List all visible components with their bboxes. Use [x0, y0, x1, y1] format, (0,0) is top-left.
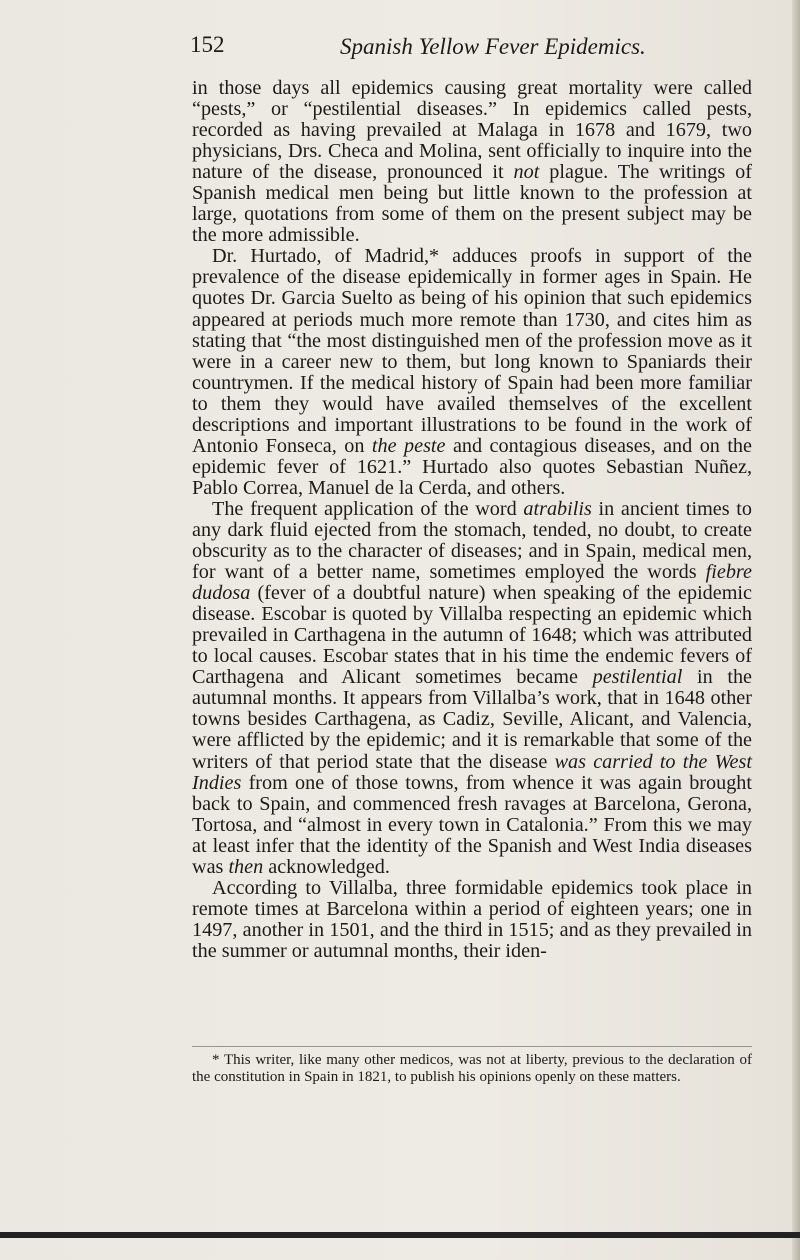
paragraph-text: in the autumnal months. It appears from Villalba’s work, that in 1648 other towns besides Carthagena, as Cadiz, Seville, Alicant, and Valencia, were afflicted by the epidemic; and it is remarkable that some of the writers of that period state that the disease — [192, 666, 752, 773]
paragraph-text: in ancient times to any dark fluid ejected from the stomach, tended, no doubt, to create obscurity as to the character of diseases; and in Spain, medical men, for want of a better name, sometimes employed the words — [192, 497, 752, 584]
footnote: * This writer, like many other medicos, was not at liberty, previous to the declaration of the constitution in Spain in 1821, to publish his opinions openly on these matters. — [192, 1052, 752, 1085]
paragraph-4 — [192, 878, 752, 962]
paragraph-2 — [192, 246, 752, 499]
paragraph-text: plague. The writings of Spanish medical men being but little known to the profession at large, quotations from some of them on the present subject may be the more admissible. — [192, 161, 752, 247]
emphasis-text: then — [228, 855, 264, 878]
paragraph-text: The frequent application of the word — [212, 497, 524, 520]
emphasis-text: fiebre dudosa — [192, 561, 752, 605]
paragraph-text: and contagious diseases, and on the epidemic fever of 1621.” Hurtado also quotes Sebastian Nuñez, Pablo Correa, Manuel de la Cerda, and others. — [192, 434, 752, 499]
running-title: Spanish Yellow Fever Epidemics. — [340, 34, 646, 59]
paragraph-text: acknowledged. — [263, 855, 390, 878]
emphasis-text: atrabilis — [523, 497, 592, 520]
emphasis-text: not — [513, 161, 540, 184]
paragraph-3 — [192, 499, 752, 878]
paragraph-text: Dr. Hurtado, of Madrid,* adduces proofs in support of the prevalence of the disease epidemically in former ages in Spain. He quotes Dr. Garcia Suelto as being of his opinion that such epidemics appeared at periods much more remote than 1730, and cites him as stating that “the most distinguished men of the profession move as it were in a career new to them, but long known to Spaniards their countrymen. If the medical history of Spain had been more familiar to them they would have availed themselves of the excellent descriptions and important illustrations to be found in the work of Antonio Fonseca, on — [192, 245, 752, 457]
paragraph-text: in those days all epidemics causing great mortality were called “pests,” or “pestilential diseases.” In epidemics called pests, recorded as having prevailed at Malaga in 1678 and 1679, two physicians, Drs. Checa and Molina, sent officially to inquire into the nature of the disease, pronounced it — [192, 77, 752, 184]
page-number: 152 — [190, 32, 225, 57]
footnote-divider — [192, 1046, 752, 1047]
bottom-edge-rule — [0, 1232, 800, 1238]
paragraph-text: (fever of a doubtful nature) when speaking of the epidemic disease. Escobar is quoted by Villalba respecting an epidemic which prevailed in Carthagena in the autumn of 1648; which was attributed to local causes. Escobar states that in his time the endemic fevers of Carthagena and Alicant sometimes became — [192, 582, 752, 689]
paragraph-text: According to Villalba, three formidable epidemics took place in remote times at Barcelona within a period of eighteen years; one in 1497, another in 1501, and the third in 1515; and as they prevailed in the summer or autumnal months, their iden- — [192, 876, 752, 962]
page-spine-shadow — [792, 0, 800, 1260]
body-text — [192, 78, 752, 962]
emphasis-text: pestilential — [592, 666, 683, 689]
emphasis-text: was carried to the West Indies — [192, 750, 752, 794]
paragraph-1 — [192, 78, 752, 246]
page-header — [190, 32, 750, 66]
emphasis-text: the peste — [371, 434, 446, 457]
paragraph-text: from one of those towns, from whence it was again brought back to Spain, and commenced fresh ravages at Barcelona, Gerona, Tortosa, and “almost in every town in Catalonia.” From this we may at least infer that the identity of the Spanish and West India diseases was — [192, 771, 752, 878]
